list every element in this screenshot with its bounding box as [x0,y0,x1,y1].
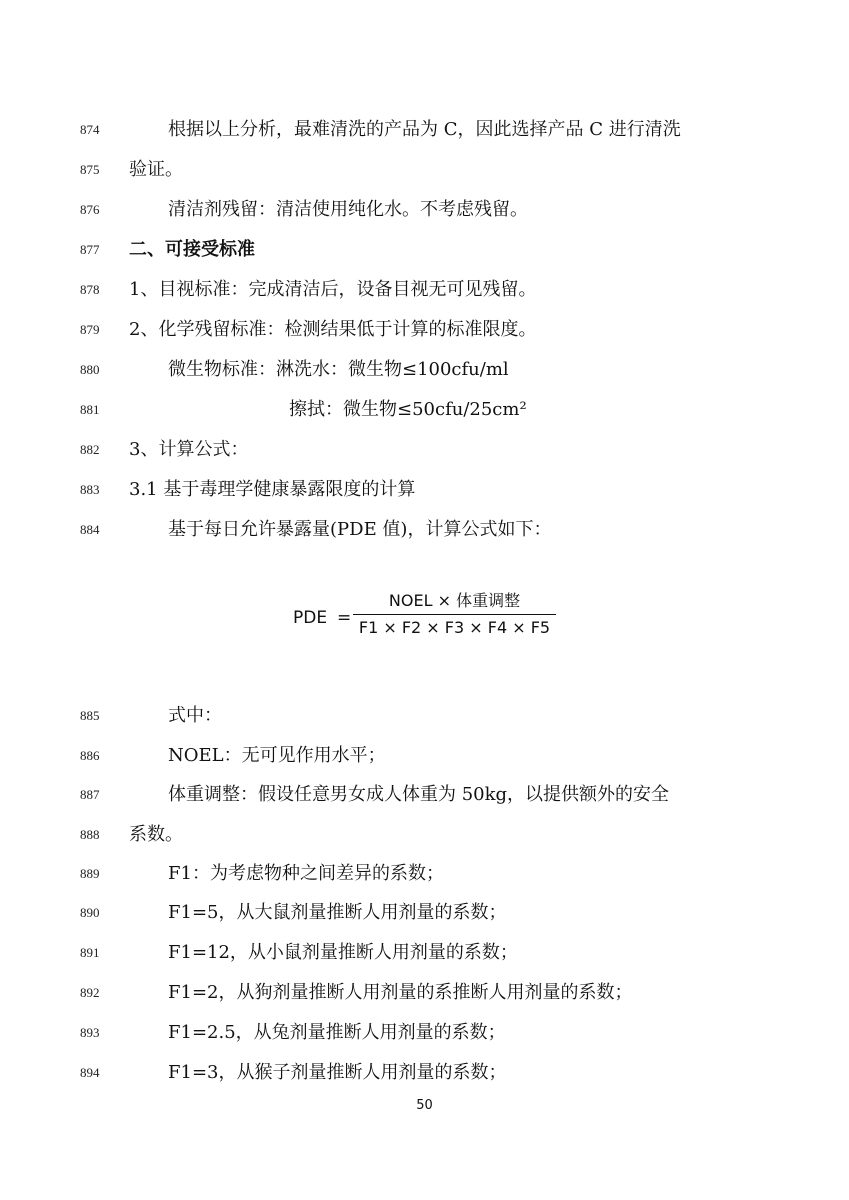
text-line [0,820,849,850]
line-text: 1、目视标准：完成清洁后，设备目视无可见残留。 [129,279,537,300]
text-line [0,1058,849,1088]
text-line [0,395,849,425]
line-number: 888 [80,827,100,842]
line-text: F1=3，从猴子剂量推断人用剂量的系数； [168,1062,507,1083]
line-text: F1=2，从狗剂量推断人用剂量的系推断人用剂量的系数； [168,982,633,1003]
line-number: 882 [80,442,100,457]
text-line [0,515,849,545]
line-number: 881 [80,402,100,417]
line-text: 3、计算公式： [129,439,249,460]
line-text: 基于每日允许暴露量(PDE 值)，计算公式如下： [168,519,552,540]
line-number: 894 [80,1065,100,1080]
text-line [0,355,849,385]
line-text: 式中： [168,705,222,726]
line-number: 890 [80,905,100,920]
line-text: 微生物标准：淋洗水：微生物≤100cfu/ml [168,359,509,380]
text-line [0,315,849,345]
line-number: 874 [80,122,100,137]
line-number: 892 [80,985,100,1000]
line-number: 891 [80,945,100,960]
line-text: F1=5，从大鼠剂量推断人用剂量的系数； [168,902,507,923]
formula-lhs: PDE [293,608,328,628]
line-number: 893 [80,1025,100,1040]
line-text: 3.1 基于毒理学健康暴露限度的计算 [129,479,416,500]
text-line [0,780,849,810]
line-text: 擦拭：微生物≤50cfu/25cm² [289,399,527,420]
line-text: 根据以上分析，最难清洗的产品为 C，因此选择产品 C 进行清洗 [168,119,681,140]
line-text: 2、化学残留标准：检测结果低于计算的标准限度。 [129,319,537,340]
text-line [0,898,849,928]
line-number: 885 [80,708,100,723]
text-line [0,235,849,265]
text-line [0,1018,849,1048]
text-line [0,978,849,1008]
line-text: 验证。 [129,159,183,180]
line-text: 系数。 [129,824,183,845]
text-line [0,701,849,731]
formula-equals: = [337,608,352,628]
line-number: 884 [80,522,100,537]
line-text: 体重调整：假设任意男女成人体重为 50kg，以提供额外的安全 [168,784,670,805]
line-number: 883 [80,482,100,497]
text-line [0,938,849,968]
line-number: 886 [80,748,100,763]
line-text: 清洁剂残留：清洁使用纯化水。不考虑残留。 [168,199,528,220]
formula-denominator: F1 × F2 × F3 × F4 × F5 [358,618,551,637]
pde-formula [0,588,849,648]
line-number: 879 [80,322,100,337]
line-number: 878 [80,282,100,297]
line-number: 880 [80,362,100,377]
line-number: 875 [80,162,100,177]
text-line [0,155,849,185]
line-text: F1=12，从小鼠剂量推断人用剂量的系数； [168,942,518,963]
formula-numerator: NOEL × 体重调整 [388,591,521,610]
text-line [0,859,849,889]
formula-fraction [353,588,556,641]
line-number: 889 [80,866,100,881]
text-line [0,195,849,225]
page-number: 50 [416,1098,433,1113]
line-number: 876 [80,202,100,217]
line-text: F1：为考虑物种之间差异的系数； [168,863,444,884]
text-line [0,275,849,305]
text-line [0,115,849,145]
line-number: 877 [80,242,100,257]
text-line [0,475,849,505]
line-text: NOEL：无可见作用水平； [168,745,386,766]
section-heading: 二、可接受标准 [129,239,255,260]
text-line [0,741,849,771]
line-number: 887 [80,787,100,802]
line-text: F1=2.5，从兔剂量推断人用剂量的系数； [168,1022,506,1043]
text-line [0,435,849,465]
